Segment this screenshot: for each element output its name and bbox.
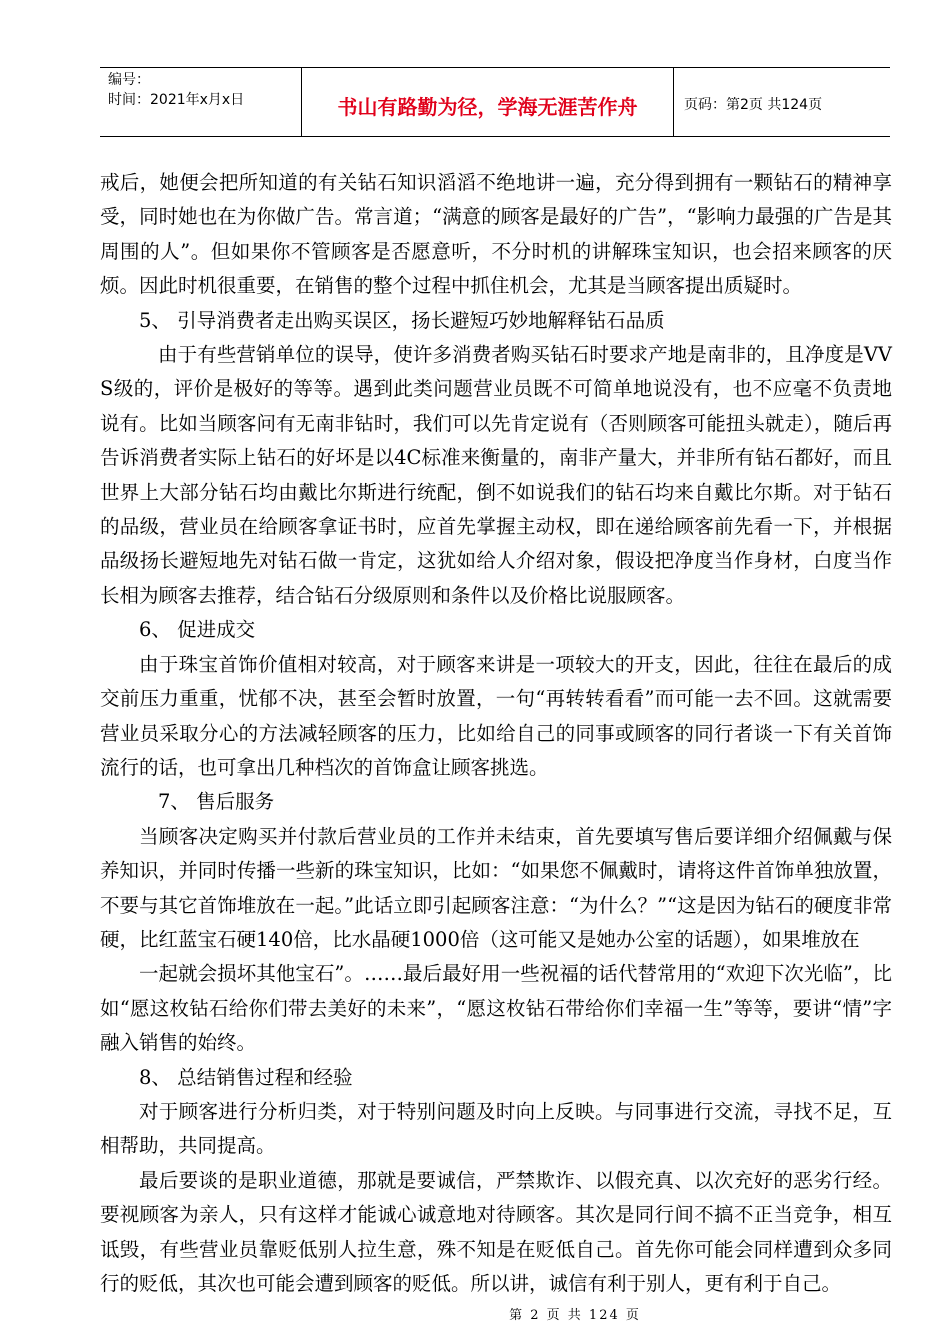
paragraph: 一起就会损坏其他宝石”。……最后最好用一些祝福的话代替常用的“欢迎下次光临”，比如“愿这枚钻石给你们带去美好的未来”，“愿这枚钻石带给你们幸福一生”等等，要讲“情”字融入销售的始终。 (100, 962, 892, 1055)
paragraph: 由于有些营销单位的误导，使许多消费者购买钻石时要求产地是南非的，且净度是VVS级的，评价是极好的等等。遇到此类问题营业员既不可简单地说没有，也不应毫不负责地说有。比如当顾客问有无南非钻时，我们可以先肯定说有（否则顾客可能扭头就走），随后再告诉消费者实际上钻石的好坏是以4C标准来衡量的，南非产量大，并非所有钻石都好，而且世界上大部分钻石均由戴比尔斯进行统配，倒不如说我们的钻石均来自戴比尔斯。对于钻石的品级，营业员在给顾客拿证书时，应首先掌握主动权，即在递给顾客前先看一下，并根据品级扬长避短地先对钻石做一肯定，这犹如给人介绍对象，假设把净度当作身材，白度当作长相为顾客去推荐，结合钻石分级原则和条件以及价格比说服顾客。 (100, 343, 892, 607)
number-label: 编号： (108, 72, 150, 88)
document-body (100, 166, 892, 1301)
section-heading-8: 8、 总结销售过程和经验 (139, 1065, 353, 1089)
header-meta (100, 68, 302, 136)
footer-page-number: 第 2 页 共 124 页 (509, 1308, 641, 1323)
paragraph: 最后要谈的是职业道德，那就是要诚信，严禁欺诈、以假充真、以次充好的恶劣行经。要视顾客为亲人，只有这样才能诚心诚意地对待顾客。其次是同行间不搞不正当竞争，相互诋毁，有些营业员靠贬低别人拉生意，殊不知是在贬低自己。首先你可能会同样遭到众多同行的贬低，其次也可能会遭到顾客的贬低。所以讲，诚信有利于别人，更有利于自己。 (100, 1168, 892, 1295)
paragraph: 戒后，她便会把所知道的有关钻石知识滔滔不绝地讲一遍，充分得到拥有一颗钻石的精神享受，同时她也在为你做广告。常言道；“满意的顾客是最好的广告”，“影响力最强的广告是其周围的人”。但如果你不管顾客是否愿意听，不分时机的讲解珠宝知识，也会招来顾客的厌烦。因此时机很重要，在销售的整个过程中抓住机会，尤其是当顾客提出质疑时。 (100, 171, 892, 298)
section-heading-6: 6、 促进成交 (139, 618, 256, 642)
section-heading-5: 5、 引导消费者走出购买误区，扬长避短巧妙地解释钻石品质 (139, 308, 665, 332)
header-page-label: 页码：第2页 共124页 (684, 97, 823, 113)
page-header (100, 67, 890, 137)
header-motto: 书山有路勤为径，学海无涯苦作舟 (302, 68, 674, 136)
paragraph: 由于珠宝首饰价值相对较高，对于顾客来讲是一项较大的开支，因此，往往在最后的成交前压力重重，忧郁不决，甚至会暂时放置，一句“再转转看看”而可能一去不回。这就需要营业员采取分心的方法减轻顾客的压力，比如给自己的同事或顾客的同行者谈一下有关首饰流行的话，也可拿出几种档次的首饰盒让顾客挑选。 (100, 652, 892, 779)
section-heading-7: 7、 售后服务 (158, 790, 275, 814)
page-footer (0, 1304, 950, 1323)
paragraph: 当顾客决定购买并付款后营业员的工作并未结束，首先要填写售后要详细介绍佩戴与保养知识，并同时传播一些新的珠宝知识，比如：“如果您不佩戴时，请将这件首饰单独放置，不要与其它首饰堆放在一起。”此话立即引起顾客注意：“为什么？”“这是因为钻石的硬度非常硬，比红蓝宝石硬140倍，比水晶硬1000倍（这可能又是她办公室的话题），如果堆放在 (100, 824, 892, 951)
time-label: 时间：2021年x月x日 (108, 92, 245, 108)
paragraph: 对于顾客进行分析归类，对于特别问题及时向上反映。与同事进行交流，寻找不足，互相帮助，共同提高。 (100, 1099, 892, 1158)
